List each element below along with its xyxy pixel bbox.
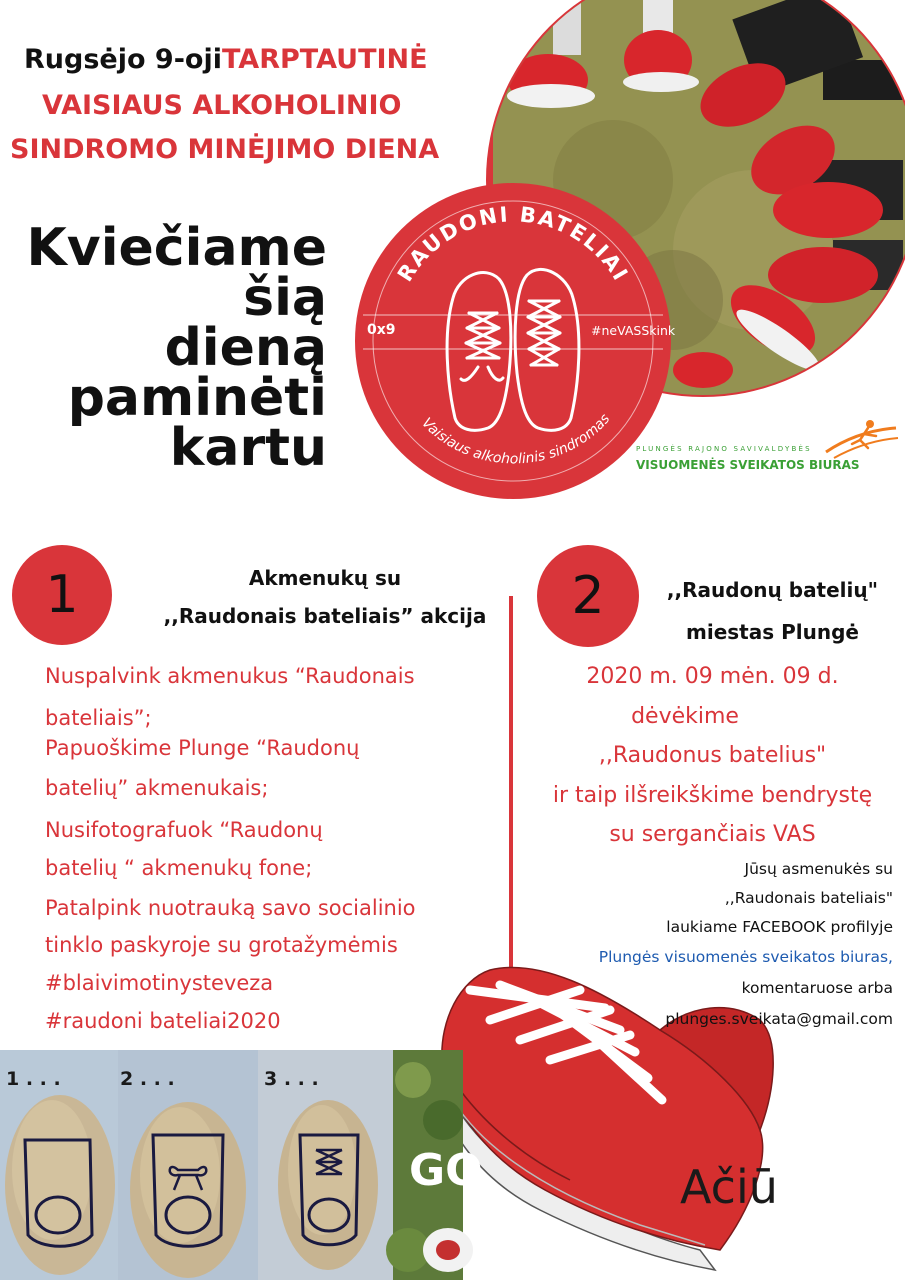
invite-line-5: kartu bbox=[169, 418, 327, 478]
title-international: TARPTAUTINĖ bbox=[221, 44, 428, 75]
stone-photo-1 bbox=[0, 1050, 118, 1280]
event-date: 2020 m. 09 mėn. 09 d. bbox=[586, 664, 839, 689]
stone-label-3: 3 . . . bbox=[264, 1068, 319, 1090]
badge-bottom-path: Vaisiaus alkoholinis sindromas bbox=[418, 411, 614, 468]
step-text-line: Papuoškime Plunge “Raudonų bbox=[45, 736, 360, 760]
org-line-1: PLUNGĖS RAJONO SAVIVALDYBĖS bbox=[636, 445, 812, 453]
facebook-profile-link[interactable]: Plungės visuomenės sveikatos biuras, bbox=[598, 948, 893, 966]
event-line: su sergančiais VAS bbox=[609, 822, 816, 847]
step-text-line: bateliais”; bbox=[45, 706, 152, 730]
section-1-title-line-1: Akmenukų su bbox=[248, 566, 402, 590]
org-line-2: VISUOMENĖS SVEIKATOS BIURAS bbox=[636, 458, 860, 472]
contact-line: Jūsų asmenukės su bbox=[744, 860, 893, 878]
stone-photo-4 bbox=[393, 1050, 483, 1280]
hashtag-line: #raudoni bateliai2020 bbox=[45, 1009, 281, 1033]
invite-line-2: šią bbox=[243, 268, 327, 328]
badge-title-path: RAUDONI BATELIAI bbox=[392, 202, 634, 286]
badge-bottom bbox=[418, 411, 613, 467]
badge-text-layer bbox=[343, 183, 683, 499]
org-logo bbox=[636, 418, 902, 478]
red-sneaker-illustration bbox=[430, 960, 905, 1280]
step-text-line: Nuspalvink akmenukus “Raudonais bbox=[45, 664, 415, 688]
step-text-line: batelių “ akmenukų fone; bbox=[45, 856, 313, 880]
invite-line-3: dieną bbox=[164, 318, 327, 378]
stone-photo-3 bbox=[258, 1050, 393, 1280]
contact-line: laukiame FACEBOOK profilyje bbox=[666, 918, 893, 936]
contact-line: komentaruose arba bbox=[741, 979, 893, 997]
raudoni-bateliai-badge bbox=[343, 183, 683, 499]
event-line: ,,Raudonus batelius" bbox=[598, 743, 827, 768]
title-line-3: SINDROMO MINĖJIMO DIENA bbox=[10, 134, 440, 165]
invite-line-4: paminėti bbox=[67, 368, 327, 428]
contact-email[interactable]: plunges.sveikata@gmail.com bbox=[665, 1010, 893, 1028]
step-text-line: Nusifotografuok “Raudonų bbox=[45, 818, 323, 842]
stone-label-1: 1 . . . bbox=[6, 1068, 61, 1090]
step-text-line: tinklo paskyroje su grotažymėmis bbox=[45, 933, 398, 957]
invite-line-1: Kviečiame bbox=[26, 218, 327, 278]
badge-right-tag: #neVASSkink bbox=[591, 323, 676, 338]
section-1-number: 1 bbox=[12, 545, 112, 645]
title-line-2: VAISIAUS ALKOHOLINIO bbox=[42, 90, 402, 121]
step-text-line: batelių” akmenukais; bbox=[45, 776, 269, 800]
photo-go-text: GO bbox=[409, 1145, 483, 1196]
section-2-title-line-1: ,,Raudonų batelių" bbox=[666, 578, 879, 602]
badge-title bbox=[393, 202, 633, 285]
title-line-1 bbox=[24, 44, 428, 75]
section-divider bbox=[509, 596, 513, 976]
title-date: Rugsėjo 9-oji bbox=[24, 44, 222, 75]
section-2-title-line-2: miestas Plungė bbox=[686, 620, 859, 644]
stone-label-2: 2 . . . bbox=[120, 1068, 175, 1090]
hashtag-line: #blaivimotinysteveza bbox=[45, 971, 274, 995]
section-1-title-line-2: ,,Raudonais bateliais” akcija bbox=[163, 604, 487, 628]
event-line: dėvėkime bbox=[631, 704, 739, 729]
step-text-line: Patalpink nuotrauką savo socialinio bbox=[45, 896, 416, 920]
badge-left-tag: 0x9 bbox=[367, 322, 396, 338]
contact-line: ,,Raudonais bateliais" bbox=[724, 889, 893, 907]
thanks-text: Ačiū bbox=[680, 1160, 778, 1214]
event-line: ir taip ilšreikškime bendrystę bbox=[552, 783, 873, 808]
runner-logo-icon bbox=[824, 418, 900, 460]
section-2-number: 2 bbox=[537, 545, 639, 647]
stone-photo-2 bbox=[118, 1050, 258, 1280]
